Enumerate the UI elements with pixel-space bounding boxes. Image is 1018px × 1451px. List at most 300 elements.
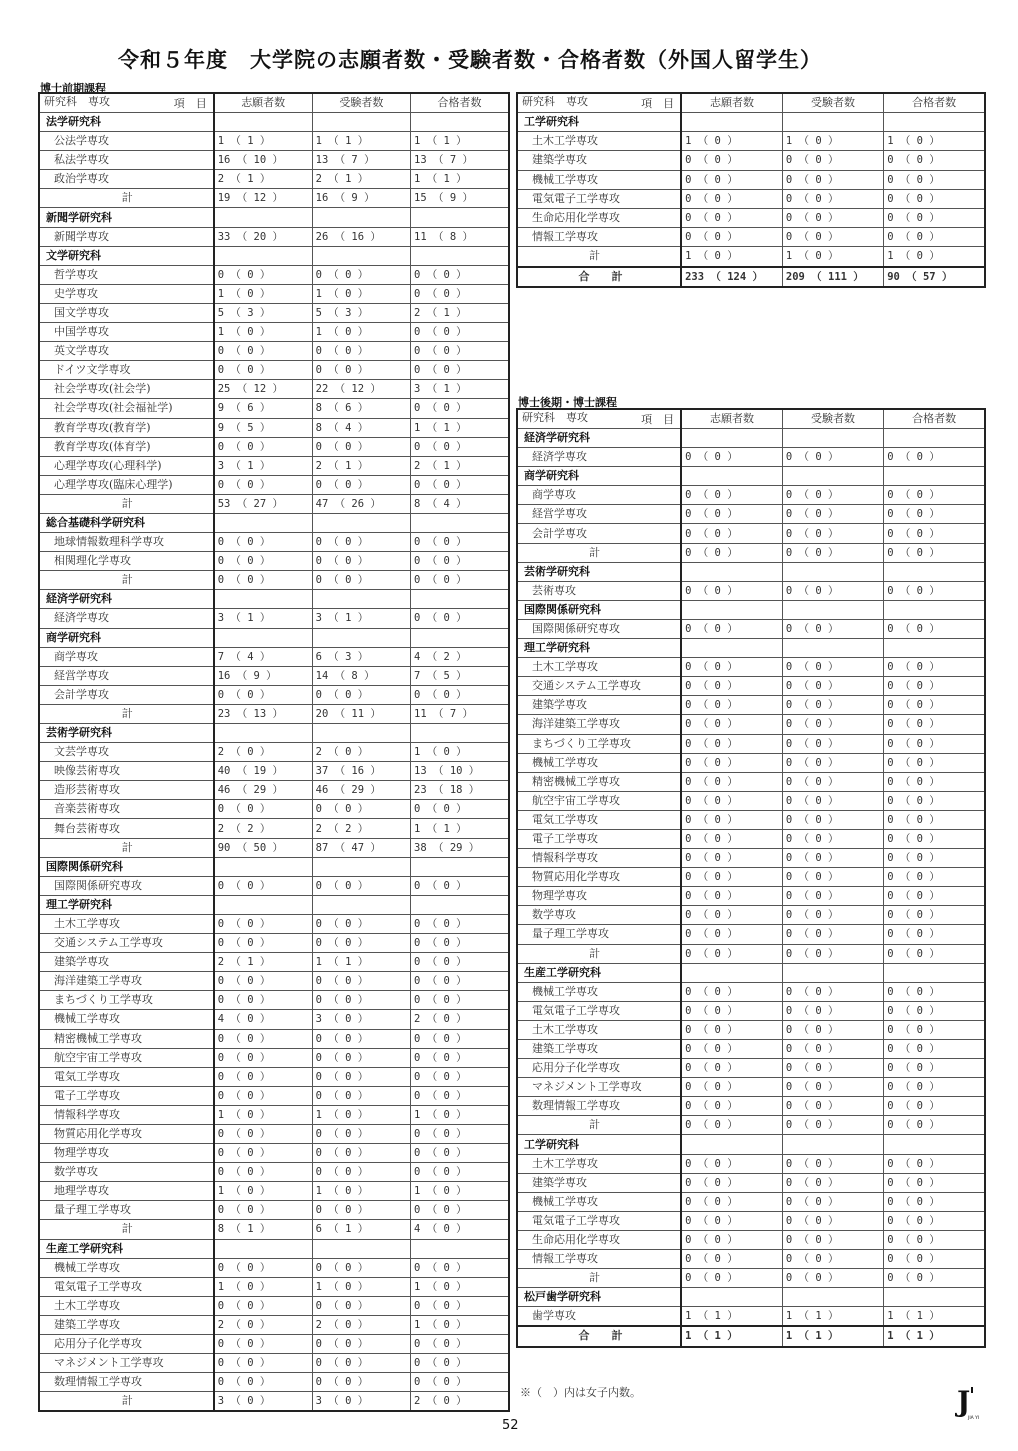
count-cell: 2 （ 0 ） xyxy=(411,1392,509,1412)
count-cell: 0 （ 0 ） xyxy=(681,849,782,868)
row-label: 電気電子工学専攻 xyxy=(39,1277,214,1296)
count-cell: 0 （ 0 ） xyxy=(782,170,883,189)
page-title: 令和５年度 大学院の志願者数・受験者数・合格者数（外国人留学生） xyxy=(118,48,822,72)
count-cell: 0 （ 0 ） xyxy=(681,1040,782,1059)
table-row xyxy=(39,418,509,437)
count-cell: 1 （ 0 ） xyxy=(411,1182,509,1201)
count-cell: 0 （ 0 ） xyxy=(411,1201,509,1220)
group-row xyxy=(517,562,985,581)
count-cell: 0 （ 0 ） xyxy=(411,1296,509,1315)
count-cell: 1 （ 0 ） xyxy=(782,247,883,267)
row-label: 芸術専攻 xyxy=(517,581,681,600)
count-cell: 9 （ 6 ） xyxy=(214,399,312,418)
subtotal-row xyxy=(39,838,509,857)
row-label: 土木工学専攻 xyxy=(517,1154,681,1173)
table-row xyxy=(517,658,985,677)
count-cell: 2 （ 1 ） xyxy=(214,953,312,972)
row-label: 計 xyxy=(517,543,681,562)
count-cell: 0 （ 0 ） xyxy=(681,1059,782,1078)
row-label: 建築学専攻 xyxy=(39,953,214,972)
count-cell: 0 （ 0 ） xyxy=(411,323,509,342)
row-label: 国際関係研究専攻 xyxy=(39,876,214,895)
count-cell: 1 （ 1 ） xyxy=(411,418,509,437)
row-label: 芸術学研究科 xyxy=(39,724,214,743)
header-corner-cell xyxy=(517,409,681,429)
header-col1: 志願者数 xyxy=(681,93,782,113)
row-label: 映像芸術専攻 xyxy=(39,762,214,781)
count-cell: 0 （ 0 ） xyxy=(681,982,782,1001)
row-label: 電気電子工学専攻 xyxy=(517,189,681,208)
count-cell: 0 （ 0 ） xyxy=(312,1067,410,1086)
count-cell xyxy=(411,628,509,647)
count-cell: 0 （ 0 ） xyxy=(782,543,883,562)
row-label: 計 xyxy=(39,494,214,513)
count-cell: 1 （ 1 ） xyxy=(884,1326,985,1346)
count-cell: 0 （ 0 ） xyxy=(782,1078,883,1097)
row-label: 生命応用化学専攻 xyxy=(517,208,681,227)
count-cell: 0 （ 0 ） xyxy=(884,887,985,906)
count-cell: 0 （ 0 ） xyxy=(782,1059,883,1078)
count-cell: 47 （ 26 ） xyxy=(312,494,410,513)
row-label: 交通システム工学専攻 xyxy=(517,677,681,696)
count-cell xyxy=(782,1135,883,1154)
count-cell: 0 （ 0 ） xyxy=(782,1230,883,1249)
count-cell: 0 （ 0 ） xyxy=(681,810,782,829)
count-cell: 0 （ 0 ） xyxy=(681,208,782,227)
count-cell: 0 （ 0 ） xyxy=(884,1269,985,1288)
row-label: 航空宇宙工学専攻 xyxy=(517,791,681,810)
count-cell: 0 （ 0 ） xyxy=(681,170,782,189)
row-label: 経営学専攻 xyxy=(39,666,214,685)
table-row xyxy=(517,1211,985,1230)
group-row xyxy=(517,1135,985,1154)
count-cell: 0 （ 0 ） xyxy=(312,265,410,284)
count-cell: 0 （ 0 ） xyxy=(681,868,782,887)
row-label: 土木工学専攻 xyxy=(517,132,681,151)
table-row xyxy=(517,677,985,696)
count-cell xyxy=(312,246,410,265)
svg-text:JIA YI: JIA YI xyxy=(968,1416,980,1421)
count-cell: 0 （ 0 ） xyxy=(782,696,883,715)
group-row xyxy=(39,246,509,265)
row-label: 国際関係研究専攻 xyxy=(517,619,681,638)
count-cell: 0 （ 0 ） xyxy=(411,1373,509,1392)
row-label: 情報科学専攻 xyxy=(517,849,681,868)
table-row xyxy=(39,399,509,418)
count-cell: 0 （ 0 ） xyxy=(681,1116,782,1135)
count-cell: 0 （ 0 ） xyxy=(214,1296,312,1315)
count-cell: 13 （ 10 ） xyxy=(411,762,509,781)
count-cell: 0 （ 0 ） xyxy=(681,715,782,734)
count-cell: 0 （ 0 ） xyxy=(884,772,985,791)
header-field-label: 研究科 専攻 xyxy=(522,411,588,424)
count-cell: 0 （ 0 ） xyxy=(681,151,782,170)
table-row xyxy=(39,265,509,284)
table-row xyxy=(517,753,985,772)
count-cell: 0 （ 0 ） xyxy=(884,151,985,170)
count-cell: 0 （ 0 ） xyxy=(782,1269,883,1288)
table-row xyxy=(39,437,509,456)
count-cell: 0 （ 0 ） xyxy=(411,1029,509,1048)
row-label: 生産工学研究科 xyxy=(39,1239,214,1258)
master-course-table-continued xyxy=(516,92,986,288)
row-label: まちづくり工学専攻 xyxy=(517,734,681,753)
table-row xyxy=(517,1173,985,1192)
svg-text:J: J xyxy=(957,1385,971,1418)
count-cell: 0 （ 0 ） xyxy=(782,849,883,868)
count-cell: 0 （ 0 ） xyxy=(884,1078,985,1097)
count-cell: 2 （ 1 ） xyxy=(214,170,312,189)
count-cell: 2 （ 1 ） xyxy=(411,456,509,475)
count-cell: 0 （ 0 ） xyxy=(681,1173,782,1192)
page-number: 52 xyxy=(502,1418,519,1433)
table-row xyxy=(39,380,509,399)
count-cell: 0 （ 0 ） xyxy=(312,475,410,494)
count-cell xyxy=(884,1288,985,1307)
table-row xyxy=(517,448,985,467)
table-row xyxy=(517,925,985,944)
count-cell: 0 （ 0 ） xyxy=(411,1124,509,1143)
group-row xyxy=(517,467,985,486)
count-cell: 0 （ 0 ） xyxy=(681,696,782,715)
subtotal-row xyxy=(517,543,985,562)
count-cell: 0 （ 0 ） xyxy=(681,1154,782,1173)
group-row xyxy=(39,208,509,227)
count-cell: 2 （ 0 ） xyxy=(214,743,312,762)
count-cell: 1 （ 0 ） xyxy=(411,1315,509,1334)
count-cell: 0 （ 0 ） xyxy=(214,1373,312,1392)
count-cell: 0 （ 0 ） xyxy=(884,581,985,600)
table-row xyxy=(39,762,509,781)
row-label: 歯学専攻 xyxy=(517,1307,681,1327)
count-cell: 0 （ 0 ） xyxy=(884,619,985,638)
row-label: 経済学研究科 xyxy=(517,429,681,448)
count-cell: 0 （ 0 ） xyxy=(681,1097,782,1116)
count-cell: 0 （ 0 ） xyxy=(884,524,985,543)
count-cell: 0 （ 0 ） xyxy=(681,734,782,753)
count-cell: 0 （ 0 ） xyxy=(312,1086,410,1105)
group-row xyxy=(517,639,985,658)
row-label: 計 xyxy=(517,1116,681,1135)
row-label: 中国学専攻 xyxy=(39,323,214,342)
header-item-label: 項 目 xyxy=(641,413,675,426)
count-cell: 0 （ 0 ） xyxy=(884,228,985,247)
count-cell: 0 （ 0 ） xyxy=(681,1001,782,1020)
count-cell xyxy=(312,628,410,647)
count-cell: 0 （ 0 ） xyxy=(782,151,883,170)
count-cell: 0 （ 0 ） xyxy=(884,1250,985,1269)
table-row xyxy=(39,1296,509,1315)
count-cell: 0 （ 0 ） xyxy=(411,1335,509,1354)
subtotal-row xyxy=(517,944,985,963)
row-label: 情報工学専攻 xyxy=(517,228,681,247)
row-label: 工学研究科 xyxy=(517,1135,681,1154)
count-cell: 0 （ 0 ） xyxy=(214,1354,312,1373)
header-item-label: 項 目 xyxy=(173,97,207,110)
doctoral-course-table xyxy=(516,408,986,1348)
count-cell: 0 （ 0 ） xyxy=(312,1048,410,1067)
count-cell: 0 （ 0 ） xyxy=(681,505,782,524)
count-cell: 0 （ 0 ） xyxy=(884,734,985,753)
master-course-table xyxy=(38,92,510,1412)
row-label: 相関理化学専攻 xyxy=(39,552,214,571)
count-cell xyxy=(884,963,985,982)
count-cell: 0 （ 0 ） xyxy=(411,475,509,494)
row-label: 計 xyxy=(517,247,681,267)
table-row xyxy=(517,1154,985,1173)
count-cell: 0 （ 0 ） xyxy=(782,208,883,227)
count-cell: 1 （ 1 ） xyxy=(411,170,509,189)
count-cell: 2 （ 1 ） xyxy=(312,456,410,475)
count-cell: 0 （ 0 ） xyxy=(681,829,782,848)
count-cell: 0 （ 0 ） xyxy=(884,505,985,524)
group-row xyxy=(39,113,509,132)
row-label: 電気電子工学専攻 xyxy=(517,1001,681,1020)
count-cell: 1 （ 0 ） xyxy=(312,284,410,303)
count-cell xyxy=(884,562,985,581)
count-cell: 0 （ 0 ） xyxy=(411,533,509,552)
table-row xyxy=(39,953,509,972)
count-cell: 1 （ 0 ） xyxy=(214,323,312,342)
count-cell xyxy=(782,600,883,619)
table-row xyxy=(517,619,985,638)
row-label: 物理学専攻 xyxy=(517,887,681,906)
count-cell: 0 （ 0 ） xyxy=(782,944,883,963)
count-cell xyxy=(884,600,985,619)
table-row xyxy=(517,849,985,868)
count-cell: 0 （ 0 ） xyxy=(884,448,985,467)
table-row xyxy=(39,685,509,704)
count-cell xyxy=(681,113,782,132)
count-cell: 0 （ 0 ） xyxy=(782,189,883,208)
count-cell: 0 （ 0 ） xyxy=(214,1048,312,1067)
count-cell: 37 （ 16 ） xyxy=(312,762,410,781)
count-cell xyxy=(312,513,410,532)
count-cell: 0 （ 0 ） xyxy=(681,1078,782,1097)
count-cell: 0 （ 0 ） xyxy=(312,934,410,953)
header-col1: 志願者数 xyxy=(681,409,782,429)
count-cell: 0 （ 0 ） xyxy=(884,677,985,696)
table-row xyxy=(517,1001,985,1020)
count-cell: 3 （ 0 ） xyxy=(312,1010,410,1029)
count-cell: 90 （ 57 ） xyxy=(884,267,985,287)
count-cell xyxy=(411,857,509,876)
count-cell: 0 （ 0 ） xyxy=(681,677,782,696)
row-label: 電子工学専攻 xyxy=(517,829,681,848)
count-cell: 8 （ 6 ） xyxy=(312,399,410,418)
table-row xyxy=(517,228,985,247)
count-cell: 0 （ 0 ） xyxy=(681,1250,782,1269)
count-cell: 1 （ 0 ） xyxy=(884,247,985,267)
row-label: 量子理工学専攻 xyxy=(39,1201,214,1220)
count-cell: 0 （ 0 ） xyxy=(312,991,410,1010)
table-row xyxy=(39,361,509,380)
count-cell: 0 （ 0 ） xyxy=(884,829,985,848)
row-label: 航空宇宙工学専攻 xyxy=(39,1048,214,1067)
row-label: 史学専攻 xyxy=(39,284,214,303)
row-label: 精密機械工学専攻 xyxy=(517,772,681,791)
count-cell: 0 （ 0 ） xyxy=(884,982,985,1001)
table-row xyxy=(39,876,509,895)
group-row xyxy=(517,963,985,982)
row-label: 計 xyxy=(39,704,214,723)
row-label: 機械工学専攻 xyxy=(517,1192,681,1211)
count-cell xyxy=(312,208,410,227)
count-cell: 0 （ 0 ） xyxy=(782,887,883,906)
row-label: 計 xyxy=(517,1269,681,1288)
count-cell: 1 （ 0 ） xyxy=(214,1182,312,1201)
table-row xyxy=(39,303,509,322)
count-cell: 0 （ 0 ） xyxy=(782,715,883,734)
table-row xyxy=(517,505,985,524)
count-cell: 8 （ 4 ） xyxy=(411,494,509,513)
table-row xyxy=(39,132,509,151)
count-cell: 0 （ 0 ） xyxy=(782,505,883,524)
count-cell: 0 （ 0 ） xyxy=(312,1296,410,1315)
row-label: 海洋建築工学専攻 xyxy=(39,972,214,991)
row-label: 合 計 xyxy=(517,267,681,287)
count-cell: 0 （ 0 ） xyxy=(312,876,410,895)
count-cell: 0 （ 0 ） xyxy=(411,1354,509,1373)
table-row xyxy=(39,323,509,342)
count-cell: 0 （ 0 ） xyxy=(312,1163,410,1182)
subtotal-row xyxy=(39,1392,509,1412)
count-cell: 0 （ 0 ） xyxy=(782,772,883,791)
count-cell: 0 （ 0 ） xyxy=(214,552,312,571)
count-cell: 0 （ 0 ） xyxy=(884,696,985,715)
count-cell: 1 （ 0 ） xyxy=(411,1105,509,1124)
count-cell: 0 （ 0 ） xyxy=(884,791,985,810)
count-cell: 0 （ 0 ） xyxy=(681,1020,782,1039)
count-cell: 0 （ 0 ） xyxy=(411,552,509,571)
count-cell: 0 （ 0 ） xyxy=(214,437,312,456)
count-cell: 2 （ 0 ） xyxy=(312,1315,410,1334)
count-cell: 0 （ 0 ） xyxy=(312,361,410,380)
count-cell: 11 （ 7 ） xyxy=(411,704,509,723)
row-label: 生産工学研究科 xyxy=(517,963,681,982)
count-cell: 1 （ 0 ） xyxy=(411,743,509,762)
table-row xyxy=(517,132,985,151)
row-label: 国際関係研究科 xyxy=(517,600,681,619)
row-label: 情報科学専攻 xyxy=(39,1105,214,1124)
count-cell: 1 （ 1 ） xyxy=(214,132,312,151)
row-label: 心理学専攻(臨床心理学) xyxy=(39,475,214,494)
row-label: 電気電子工学専攻 xyxy=(517,1211,681,1230)
count-cell xyxy=(411,246,509,265)
count-cell: 0 （ 0 ） xyxy=(411,914,509,933)
count-cell: 26 （ 16 ） xyxy=(312,227,410,246)
count-cell: 0 （ 0 ） xyxy=(782,1173,883,1192)
count-cell xyxy=(681,429,782,448)
table-row xyxy=(517,1040,985,1059)
count-cell: 0 （ 0 ） xyxy=(214,1124,312,1143)
count-cell: 1 （ 1 ） xyxy=(681,1307,782,1327)
count-cell xyxy=(681,639,782,658)
count-cell: 1 （ 0 ） xyxy=(681,247,782,267)
row-label: 私法学専攻 xyxy=(39,151,214,170)
row-label: 土木工学専攻 xyxy=(517,1020,681,1039)
row-label: 芸術学研究科 xyxy=(517,562,681,581)
count-cell: 1 （ 1 ） xyxy=(782,1326,883,1346)
count-cell: 0 （ 0 ） xyxy=(681,753,782,772)
table-row xyxy=(39,1335,509,1354)
table-row xyxy=(39,800,509,819)
count-cell: 0 （ 0 ） xyxy=(884,715,985,734)
count-cell: 0 （ 0 ） xyxy=(312,1354,410,1373)
count-cell: 0 （ 0 ） xyxy=(884,1059,985,1078)
row-label: 数理情報工学専攻 xyxy=(39,1373,214,1392)
count-cell: 90 （ 50 ） xyxy=(214,838,312,857)
count-cell: 2 （ 0 ） xyxy=(411,1010,509,1029)
count-cell: 0 （ 0 ） xyxy=(681,581,782,600)
row-label: 建築学専攻 xyxy=(517,696,681,715)
count-cell: 6 （ 3 ） xyxy=(312,647,410,666)
table-header-row xyxy=(39,93,509,113)
subtotal-row xyxy=(39,189,509,208)
table-row xyxy=(39,1315,509,1334)
table-row xyxy=(39,227,509,246)
count-cell: 1 （ 0 ） xyxy=(214,1105,312,1124)
count-cell: 0 （ 0 ） xyxy=(411,800,509,819)
count-cell: 23 （ 18 ） xyxy=(411,781,509,800)
jiayi-logo xyxy=(955,1385,987,1421)
count-cell: 0 （ 0 ） xyxy=(312,1201,410,1220)
count-cell xyxy=(681,600,782,619)
header-col1: 志願者数 xyxy=(214,93,312,113)
table-row xyxy=(517,1230,985,1249)
subtotal-row xyxy=(39,494,509,513)
count-cell: 1 （ 1 ） xyxy=(681,1326,782,1346)
count-cell xyxy=(214,724,312,743)
count-cell: 0 （ 0 ） xyxy=(782,734,883,753)
count-cell xyxy=(411,1239,509,1258)
count-cell: 0 （ 0 ） xyxy=(214,342,312,361)
count-cell xyxy=(884,1135,985,1154)
group-row xyxy=(517,429,985,448)
row-label: 社会学専攻(社会福祉学) xyxy=(39,399,214,418)
count-cell xyxy=(214,208,312,227)
table-row xyxy=(39,1067,509,1086)
count-cell: 0 （ 0 ） xyxy=(884,1097,985,1116)
count-cell: 22 （ 12 ） xyxy=(312,380,410,399)
row-label: 生命応用化学専攻 xyxy=(517,1230,681,1249)
count-cell xyxy=(312,590,410,609)
row-label: 土木工学専攻 xyxy=(39,914,214,933)
count-cell xyxy=(681,467,782,486)
header-col3: 合格者数 xyxy=(411,93,509,113)
count-cell: 11 （ 8 ） xyxy=(411,227,509,246)
count-cell: 209 （ 111 ） xyxy=(782,267,883,287)
count-cell: 0 （ 0 ） xyxy=(214,1086,312,1105)
table-row xyxy=(517,1250,985,1269)
count-cell: 4 （ 2 ） xyxy=(411,647,509,666)
count-cell xyxy=(214,857,312,876)
table-row xyxy=(39,1258,509,1277)
row-label: 数学専攻 xyxy=(39,1163,214,1182)
count-cell: 0 （ 0 ） xyxy=(214,1258,312,1277)
count-cell xyxy=(782,562,883,581)
count-cell xyxy=(312,1239,410,1258)
count-cell xyxy=(411,208,509,227)
table-row xyxy=(517,151,985,170)
row-label: 機械工学専攻 xyxy=(39,1258,214,1277)
table-row xyxy=(39,991,509,1010)
table-row xyxy=(39,609,509,628)
header-col2: 受験者数 xyxy=(782,93,883,113)
count-cell: 0 （ 0 ） xyxy=(884,1020,985,1039)
row-label: 計 xyxy=(39,189,214,208)
row-label: 経済学専攻 xyxy=(39,609,214,628)
